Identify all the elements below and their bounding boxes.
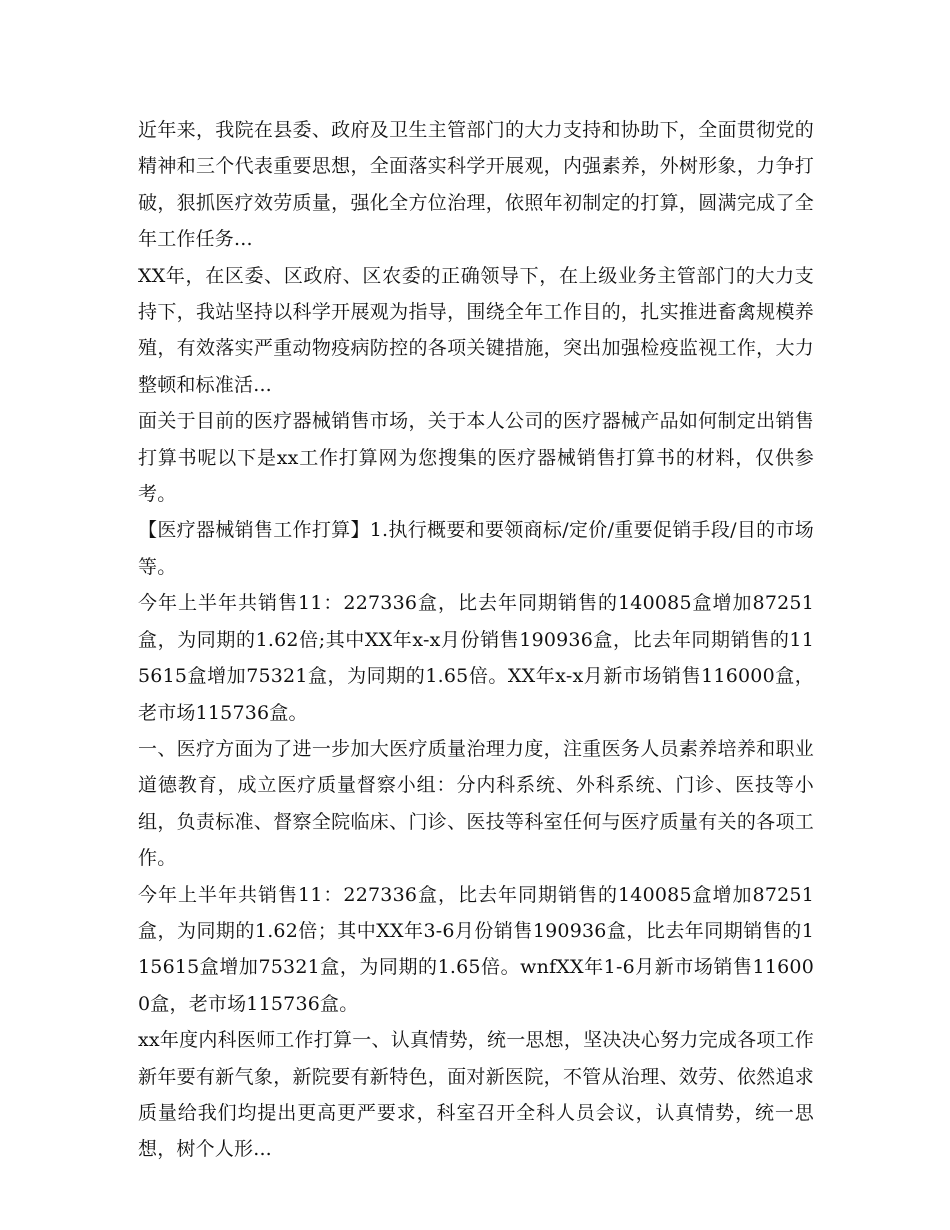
paragraph: 【医疗器械销售工作打算】1.执行概要和要领商标/定价/重要促销手段/目的市场等。 xyxy=(138,519,814,578)
paragraph: xx年度内科医师工作打算一、认真情势，统一思想，坚决决心努力完成各项工作新年要有新气象，新院要有新特色，面对新医院，不管从治理、效劳、依然追求质量给我们均提出更高更严要求，科室召开全科人员会议，认真情势，统一思想，树个人形... xyxy=(138,1029,814,1161)
document-body xyxy=(138,112,814,1168)
paragraph: 今年上半年共销售11：227336盒，比去年同期销售的140085盒增加87251盒，为同期的1.62倍；其中XX年3-6月份销售190936盒，比去年同期销售的115615盒增加75321盒，为同期的1.65倍。wnfXX年1-6月新市场销售116000盒，老市场115736盒。 xyxy=(138,883,814,1015)
paragraph: 一、医疗方面为了进一步加大医疗质量治理力度，注重医务人员素养培养和职业道德教育，成立医疗质量督察小组：分内科系统、外科系统、门诊、医技等小组，负责标准、督察全院临床、门诊、医技等科室任何与医疗质量有关的各项工作。 xyxy=(138,737,814,870)
paragraph: 近年来，我院在县委、政府及卫生主管部门的大力支持和协助下，全面贯彻党的精神和三个代表重要思想，全面落实科学开展观，内强素养，外树形象，力争打破，狠抓医疗效劳质量，强化全方位治理，依照年初制定的打算，圆满完成了全年工作任务... xyxy=(138,119,814,251)
paragraph: XX年，在区委、区政府、区农委的正确领导下，在上级业务主管部门的大力支持下，我站坚持以科学开展观为指导，围绕全年工作目的，扎实推进畜禽规模养殖，有效落实严重动物疫病防控的各项关键措施，突出加强检疫监视工作，大力整顿和标准活... xyxy=(138,264,814,396)
paragraph: 面关于目前的医疗器械销售市场，关于本人公司的医疗器械产品如何制定出销售打算书呢以下是xx工作打算网为您搜集的医疗器械销售打算书的材料，仅供参考。 xyxy=(138,410,814,506)
paragraph: 今年上半年共销售11：227336盒，比去年同期销售的140085盒增加87251盒，为同期的1.62倍;其中XX年x-x月份销售190936盒，比去年同期销售的115615盒增加75321盒，为同期的1.65倍。XX年x-x月新市场销售116000盒，老市场115736盒。 xyxy=(138,592,814,724)
